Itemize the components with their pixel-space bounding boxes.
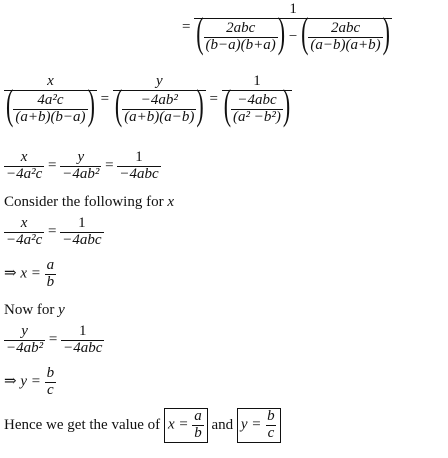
text-consider-x xyxy=(4,194,174,211)
text: Consider the following for xyxy=(4,194,164,210)
one-denominator: −4abc xyxy=(62,231,102,248)
equation-line-2 xyxy=(4,73,292,129)
one-numerator: 1 xyxy=(253,73,261,89)
y-numerator: y xyxy=(77,149,85,165)
lhs-x: x = xyxy=(167,416,189,433)
x-numerator: x xyxy=(20,149,28,165)
y-denominator: −4ab² xyxy=(6,339,44,356)
y-denominator: ( $\frac{\text{−4ab²}}{(a+b)(a-b)}$ ) xyxy=(114,81,204,129)
x-denominator: −4a²c xyxy=(6,165,43,182)
y-numerator: y xyxy=(155,73,163,89)
and-word: and xyxy=(211,416,234,433)
one-numerator: 1 xyxy=(78,323,87,339)
equation-line-5 xyxy=(4,258,56,291)
denominator: b xyxy=(46,273,55,290)
one-numerator: 1 xyxy=(78,215,86,231)
minus-sign: − xyxy=(288,28,298,45)
implies-arrow: ⇒ xyxy=(4,373,17,390)
text-conclusion xyxy=(4,408,281,443)
main-fraction xyxy=(194,1,392,57)
lhs: x = xyxy=(20,265,41,282)
one-denominator: −4abc xyxy=(119,165,159,182)
equation-line-3 xyxy=(4,150,161,183)
numerator: b xyxy=(267,408,275,424)
one-denominator: −4abc xyxy=(63,339,103,356)
numerator: b xyxy=(46,365,55,381)
numerator: 1 xyxy=(289,1,297,17)
denominator: c xyxy=(47,381,54,398)
x-numerator: x xyxy=(47,73,54,89)
equals-sign: = xyxy=(48,331,58,348)
den3-numerator: −4abc xyxy=(237,91,277,108)
term-b-denominator: (a−b)(a+b) xyxy=(310,36,381,53)
den2-denominator: (a+b)(a−b) xyxy=(124,108,195,125)
y-denominator: −4ab² xyxy=(62,165,100,182)
equals-sign: = xyxy=(48,157,57,174)
one-numerator: 1 xyxy=(135,149,143,165)
x-denominator: ( $\frac{\text{4a²c}}{(a+b)(b-a)}$ ) xyxy=(6,81,95,129)
implies-arrow: ⇒ xyxy=(4,265,17,282)
text: Hence we get the value of xyxy=(4,416,161,433)
equation-line-4 xyxy=(4,216,104,249)
variable-y: y xyxy=(58,302,65,318)
den3-denominator: (a² −b²) xyxy=(233,108,281,125)
equation-line-7 xyxy=(4,366,56,399)
denominator: c xyxy=(267,424,275,441)
numerator: a xyxy=(194,408,202,424)
denominator: ( $\frac{\text{2abc}}{(b-a)(b+a)}$ ) − ( $\frac{\text{2abc}}{(a-b)(a+b)}$ ) xyxy=(196,9,390,57)
den1-denominator: (a+b)(b−a) xyxy=(15,108,86,125)
equals-sign: = xyxy=(105,157,114,174)
boxed-answer-y xyxy=(237,408,281,443)
text-now-for-y xyxy=(4,302,65,319)
equals-sign: = xyxy=(209,91,218,108)
equals-sign: = xyxy=(100,91,110,108)
text: Now for xyxy=(4,302,55,318)
fraction-one xyxy=(222,73,293,129)
term-a-numerator: 2abc xyxy=(226,19,256,36)
x-denominator: −4a²c xyxy=(6,231,43,248)
fraction-y xyxy=(113,73,206,129)
variable-x: x xyxy=(167,194,174,210)
equation-line-1 xyxy=(182,1,392,57)
boxed-answer-x xyxy=(164,408,208,443)
term-b-numerator: 2abc xyxy=(330,19,361,36)
term-a-denominator: (b−a)(b+a) xyxy=(205,36,276,53)
denominator: b xyxy=(194,424,202,441)
den2-numerator: −4ab² xyxy=(140,91,178,108)
den1-numerator: 4a²c xyxy=(37,91,64,108)
lhs: y = xyxy=(20,373,41,390)
one-denominator: ( $\frac{\text{−4abc}}{\text{(a² −b²)}}$ ) xyxy=(223,81,291,129)
numerator: a xyxy=(46,257,55,273)
x-numerator: x xyxy=(20,215,28,231)
fraction-x xyxy=(4,73,97,129)
equals-sign: = xyxy=(182,19,191,36)
lhs-y: y = xyxy=(240,416,262,433)
equation-line-6 xyxy=(4,324,104,357)
y-numerator: y xyxy=(21,323,28,339)
equals-sign: = xyxy=(48,223,57,240)
